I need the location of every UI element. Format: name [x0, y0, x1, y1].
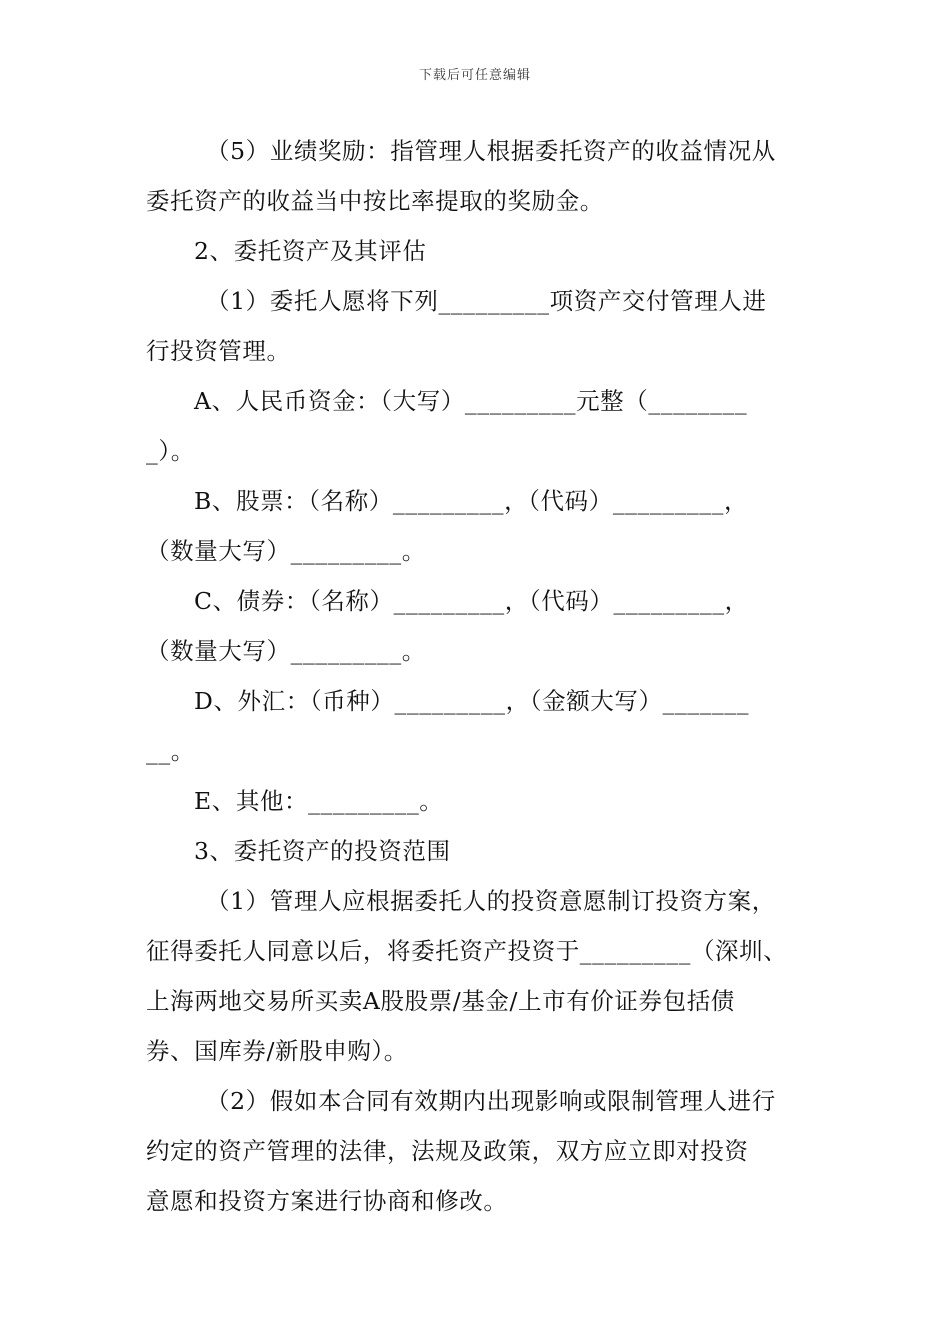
paragraph-line: 行投资管理。 [146, 337, 291, 365]
paragraph-line: （数量大写）_________。 [146, 537, 426, 565]
paragraph-line: （1）管理人应根据委托人的投资意愿制订投资方案， [206, 887, 776, 915]
section-heading: 2、委托资产及其评估 [194, 237, 427, 265]
paragraph-line: __。 [146, 737, 195, 765]
paragraph-line: 券、国库券/新股申购）。 [146, 1037, 408, 1065]
paragraph-line: （5）业绩奖励：指管理人根据委托资产的收益情况从 [206, 137, 776, 165]
form-line-bond: C、债券：（名称）_________，（代码）_________， [194, 587, 749, 615]
paragraph-line: （2）假如本合同有效期内出现影响或限制管理人进行 [206, 1087, 776, 1115]
paragraph-line: 约定的资产管理的法律，法规及政策，双方应立即对投资 [146, 1137, 749, 1165]
form-line-forex: D、外汇：（币种）_________，（金额大写）_______ [194, 687, 750, 715]
document-body [146, 126, 810, 1226]
paragraph-line: （数量大写）_________。 [146, 637, 426, 665]
paragraph-line: 委托资产的收益当中按比率提取的奖励金。 [146, 187, 604, 215]
paragraph-line: （1）委托人愿将下列_________项资产交付管理人进 [206, 287, 767, 315]
section-heading: 3、委托资产的投资范围 [194, 837, 451, 865]
paragraph-line: 征得委托人同意以后，将委托资产投资于_________（深圳、 [146, 937, 788, 965]
paragraph-line: 意愿和投资方案进行协商和修改。 [146, 1187, 508, 1215]
form-line-other: E、其他：_________。 [194, 787, 444, 815]
paragraph-line: _）。 [146, 437, 195, 465]
paragraph-line: 上海两地交易所买卖A股股票/基金/上市有价证券包括债 [146, 987, 735, 1015]
form-line-stock: B、股票：（名称）_________，（代码）_________， [194, 487, 749, 515]
page-header: 下载后可任意编辑 [418, 68, 531, 83]
form-line-rmb: A、人民币资金：（大写）_________元整（________ [194, 387, 748, 415]
